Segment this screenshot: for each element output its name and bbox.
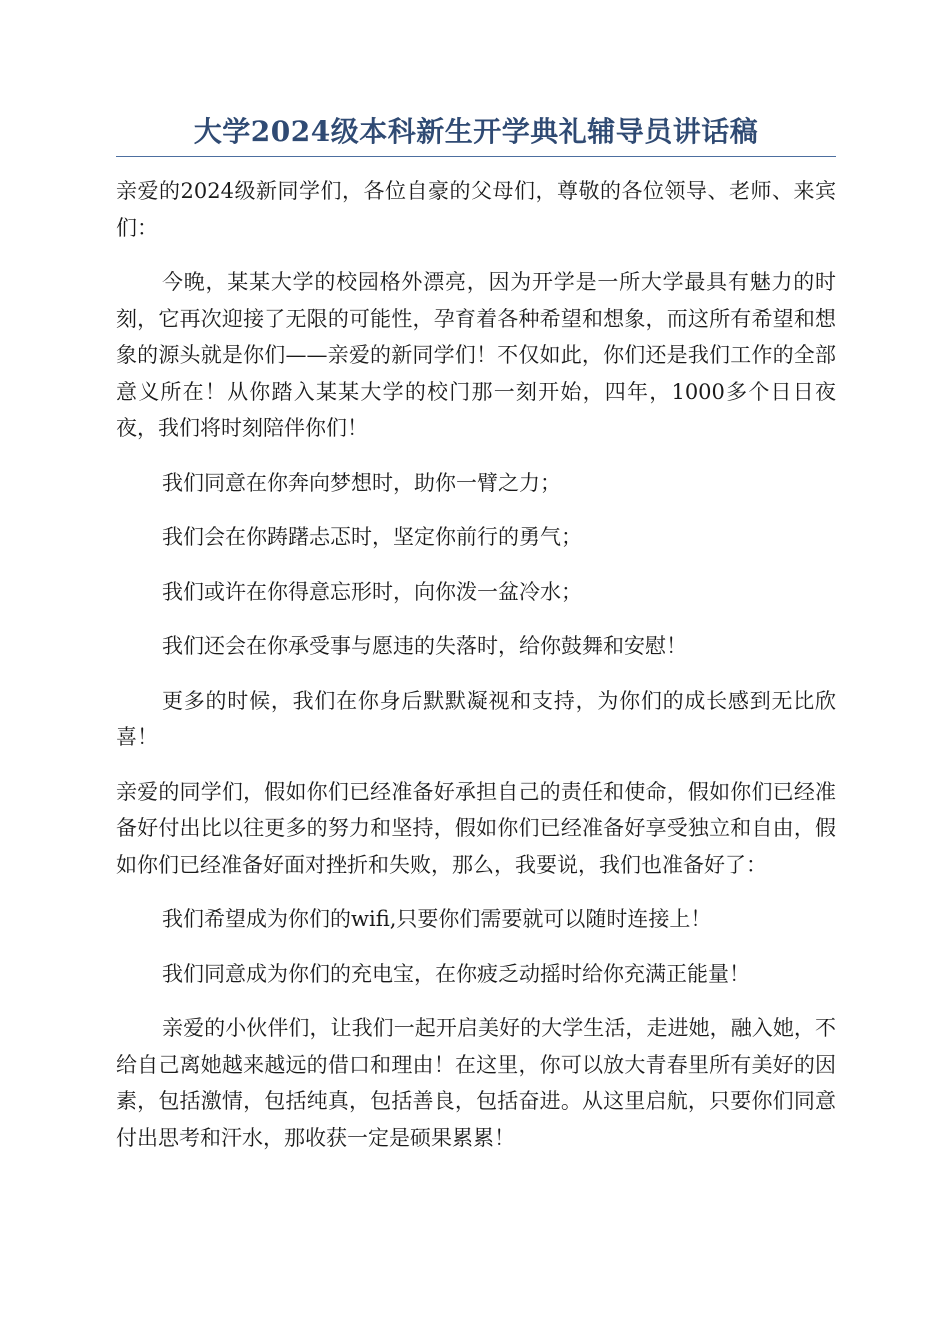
paragraph: 亲爱的小伙伴们，让我们一起开启美好的大学生活，走进她，融入她，不给自己离她越来越远的借口和理由！在这里，你可以放大青春里所有美好的因素，包括激情，包括纯真，包括善良，包括奋进。从这里启航，只要你们同意付出思考和汗水，那收获一定是硕果累累！ xyxy=(116,1016,836,1150)
paragraph: 今晚，某某大学的校园格外漂亮，因为开学是一所大学最具有魅力的时刻，它再次迎接了无限的可能性，孕育着各种希望和想象，而这所有希望和想象的源头就是你们——亲爱的新同学们！不仅如此，你们还是我们工作的全部意义所在！从你踏入某某大学的校门那一刻开始，四年，1000多个日日夜夜，我们将时刻陪伴你们！ xyxy=(116,270,836,440)
paragraph: 更多的时候，我们在你身后默默凝视和支持，为你们的成长感到无比欣喜！ xyxy=(116,688,836,749)
paragraph: 我们同意在你奔向梦想时，助你一臂之力； xyxy=(162,470,561,495)
paragraph: 亲爱的同学们，假如你们已经准备好承担自己的责任和使命，假如你们已经准备好付出比以往更多的努力和坚持，假如你们已经准备好享受独立和自由，假如你们已经准备好面对挫折和失败，那么，我要说，我们也准备好了： xyxy=(116,779,836,877)
paragraph: 我们希望成为你们的wifi,只要你们需要就可以随时连接上！ xyxy=(162,907,712,931)
paragraph-greeting: 亲爱的2024级新同学们，各位自豪的父母们，尊敬的各位领导、老师、来宾们： xyxy=(116,179,836,240)
paragraph: 我们或许在你得意忘形时，向你泼一盆冷水； xyxy=(162,579,582,604)
document-page xyxy=(116,110,836,1174)
document-body xyxy=(116,173,836,1156)
paragraph: 我们还会在你承受事与愿违的失落时，给你鼓舞和安慰！ xyxy=(162,634,687,658)
document-title: 大学2024级本科新生开学典礼辅导员讲话稿 xyxy=(116,110,836,157)
paragraph: 我们会在你踌躇忐忑时，坚定你前行的勇气； xyxy=(162,525,582,549)
paragraph: 我们同意成为你们的充电宝，在你疲乏动摇时给你充满正能量！ xyxy=(162,961,750,986)
